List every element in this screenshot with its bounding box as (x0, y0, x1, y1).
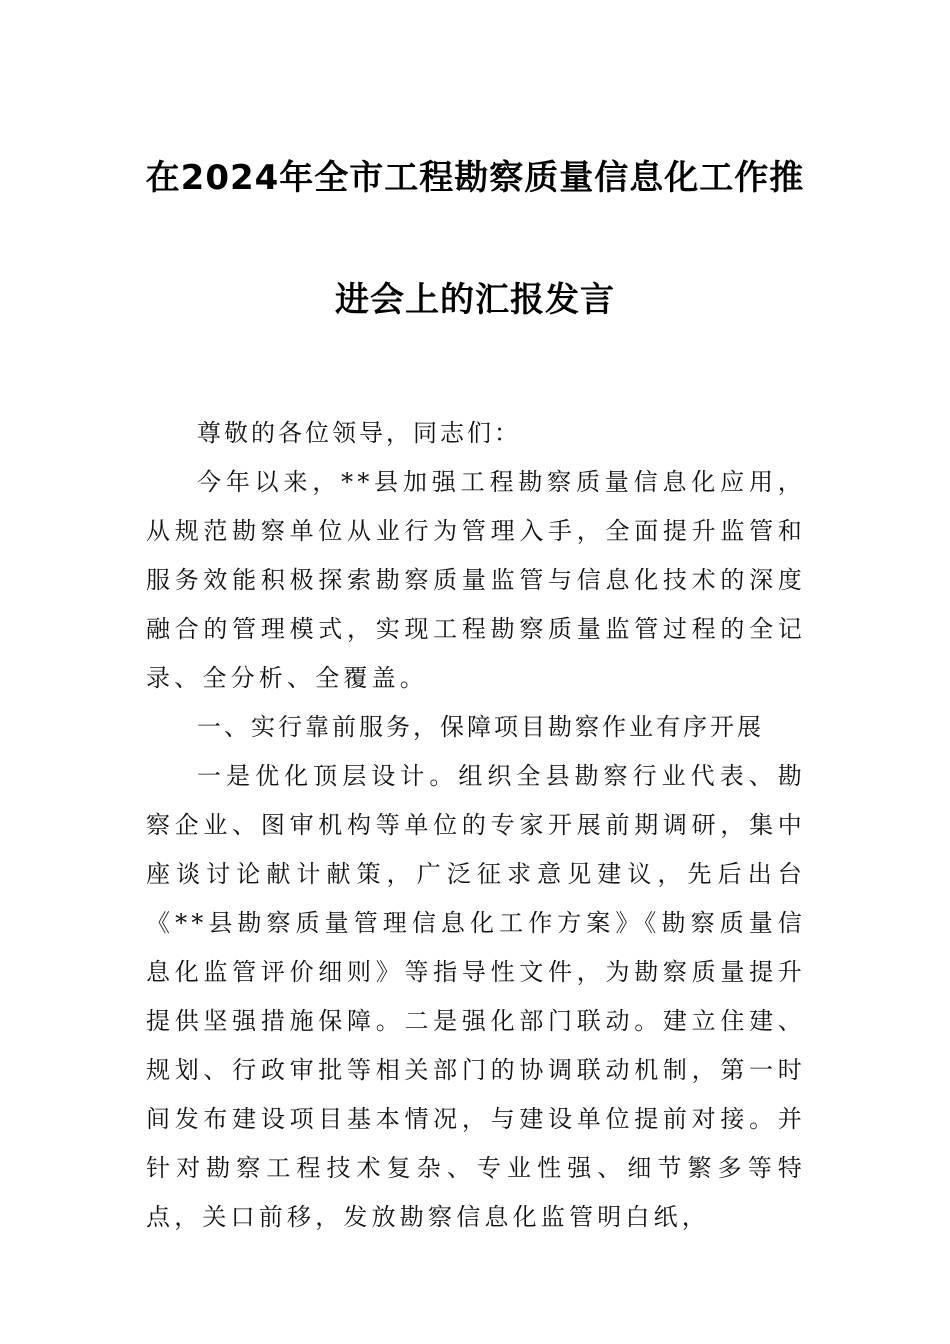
section-body-paragraph: 一是优化顶层设计。组织全县勘察行业代表、勘察企业、图审机构等单位的专家开展前期调研，集中座谈讨论献计献策，广泛征求意见建议，先后出台《**县勘察质量管理信息化工作方案》《勘察质量信息化监管评价细则》等指导性文件，为勘察质量提升提供坚强措施保障。二是强化部门联动。建立住建、规划、行政审批等相关部门的协调联动机制，第一时间发布建设项目基本情况，与建设单位提前对接。并针对勘察工程技术复杂、专业性强、细节繁多等特点，关口前移，发放勘察信息化监管明白纸， (146, 762, 806, 1231)
section-heading: 一、实行靠前服务，保障项目勘察作业有序开展 (197, 713, 764, 741)
document-title-line-2: 进会上的汇报发言 (335, 280, 615, 320)
salutation-paragraph: 尊敬的各位领导，同志们： (197, 419, 521, 447)
document-body (146, 409, 806, 1242)
document-title-line-1: 在2024年全市工程勘察质量信息化工作推 (145, 158, 805, 198)
intro-paragraph: 今年以来，**县加强工程勘察质量信息化应用，从规范勘察单位从业行为管理入手，全面提升监管和服务效能积极探索勘察质量监管与信息化技术的深度融合的管理模式，实现工程勘察质量监管过程的全记录、全分析、全覆盖。 (146, 468, 806, 692)
